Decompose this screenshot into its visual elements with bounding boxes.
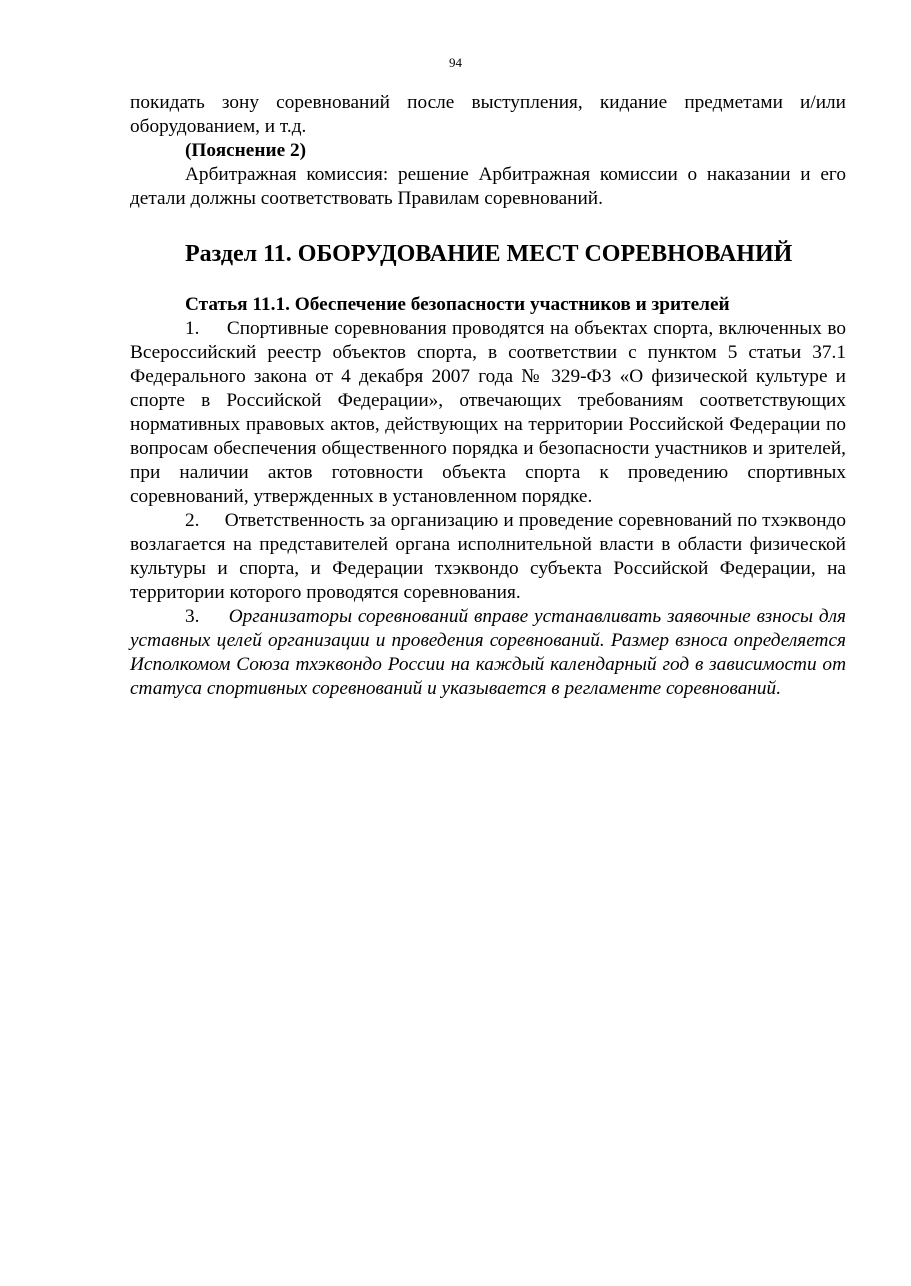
item-text: Ответственность за организацию и проведение соревнований по тхэквондо возлагается на представителей органа исполнительной власти в области физической культуры и спорта, и Федерации тхэквондо субъекта Российской Федерации, на территории которого проводятся соревнования. (130, 510, 847, 603)
explanation-paragraph: Арбитражная комиссия: решение Арбитражная комиссии о наказании и его детали должны соответствовать Правилам соревнований. (130, 164, 846, 209)
continuation-paragraph: покидать зону соревнований после выступления, кидание предметами и/или оборудованием, и т.д. (130, 92, 846, 137)
article-item-1 (130, 317, 846, 509)
document-body (130, 91, 846, 701)
section-heading: Раздел 11. ОБОРУДОВАНИЕ МЕСТ СОРЕВНОВАНИЙ (185, 241, 793, 267)
page-number: 94 (449, 55, 462, 70)
article-item-3 (130, 605, 846, 701)
item-text: Спортивные соревнования проводятся на объектах спорта, включенных во Всероссийский реестр объектов спорта, в соответствии с пунктом 5 статьи 37.1 Федерального закона от 4 декабря 2007 года № 329-ФЗ «О физической культуре и спорте в Российской Федерации», отвечающих требованиям соответствующих нормативных правовых актов, действующих на территории Российской Федерации по вопросам обеспечения общественного порядка и безопасности участников и зрителей, при наличии актов готовности объекта спорта к проведению спортивных соревнований, утвержденных в установленном порядке. (130, 318, 846, 507)
item-text: Организаторы соревнований вправе устанавливать заявочные взносы для уставных целей организации и проведения соревнований. Размер взноса определяется Исполкомом Союза тхэквондо России на каждый календарный год в зависимости от статуса спортивных соревнований и указывается в регламенте соревнований. (130, 606, 846, 699)
item-number: 3. (185, 606, 200, 627)
article-item-2 (130, 509, 846, 605)
item-number: 1. (185, 318, 200, 339)
item-number: 2. (185, 510, 200, 531)
article-heading: Статья 11.1. Обеспечение безопасности участников и зрителей (185, 294, 730, 315)
explanation-title: (Пояснение 2) (185, 140, 307, 161)
